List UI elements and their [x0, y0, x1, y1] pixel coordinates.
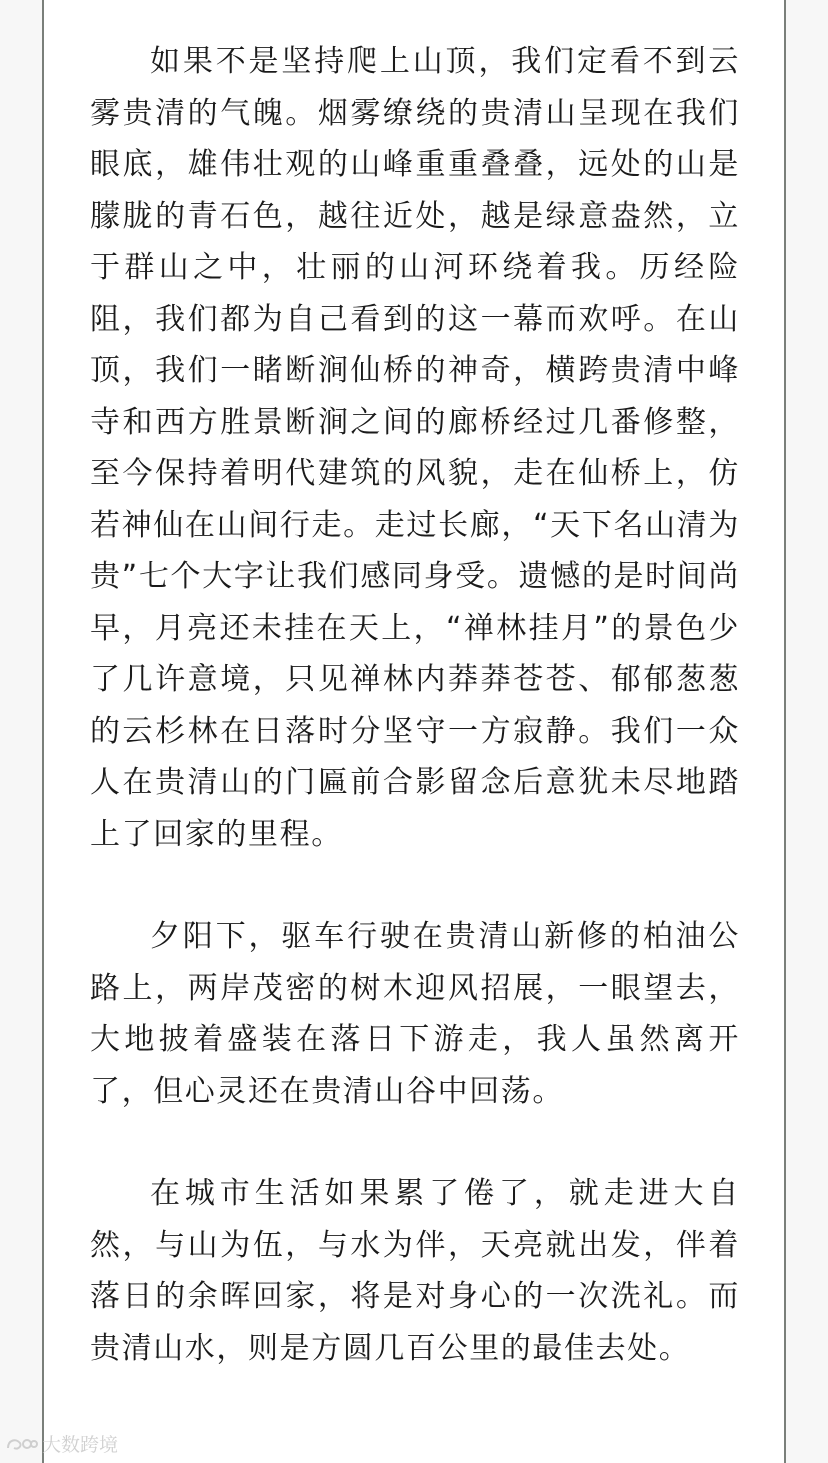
paragraph-2: 夕阳下，驱车行驶在贵清山新修的柏油公路上，两岸茂密的树木迎风招展，一眼望去，大地披着盛装在落日下游走，我人虽然离开了，但心灵还在贵清山谷中回荡。	[90, 919, 740, 1109]
article-body	[90, 36, 740, 1374]
paragraph-1: 如果不是坚持爬上山顶，我们定看不到云雾贵清的气魄。烟雾缭绕的贵清山呈现在我们眼底，雄伟壮观的山峰重重叠叠，远处的山是朦胧的青石色，越往近处，越是绿意盎然，立于群山之中，壮丽的山河环绕着我。历经险阻，我们都为自己看到的这一幕而欢呼。在山顶，我们一睹断涧仙桥的神奇，横跨贵清中峰寺和西方胜景断涧之间的廊桥经过几番修整，至今保持着明代建筑的风貌，走在仙桥上，仿若神仙在山间行走。走过长廊，“天下名山清为贵”七个大字让我们感同身受。遗憾的是时间尚早，月亮还未挂在天上，“禅林挂月”的景色少了几许意境，只见禅林内莽莽苍苍、郁郁葱葱的云杉林在日落时分坚守一方寂静。我们一众人在贵清山的门匾前合影留念后意犹未尽地踏上了回家的里程。	[90, 44, 740, 852]
watermark	[4, 1430, 118, 1457]
page-margin-right	[786, 0, 828, 1463]
brand-logo-icon	[4, 1434, 38, 1454]
page-margin-left	[0, 0, 42, 1463]
watermark-text: 大数跨境	[42, 1434, 119, 1456]
paragraph-3: 在城市生活如果累了倦了，就走进大自然，与山为伍，与水为伴，天亮就出发，伴着落日的余晖回家，将是对身心的一次洗礼。而贵清山水，则是方圆几百公里的最佳去处。	[90, 1176, 740, 1366]
